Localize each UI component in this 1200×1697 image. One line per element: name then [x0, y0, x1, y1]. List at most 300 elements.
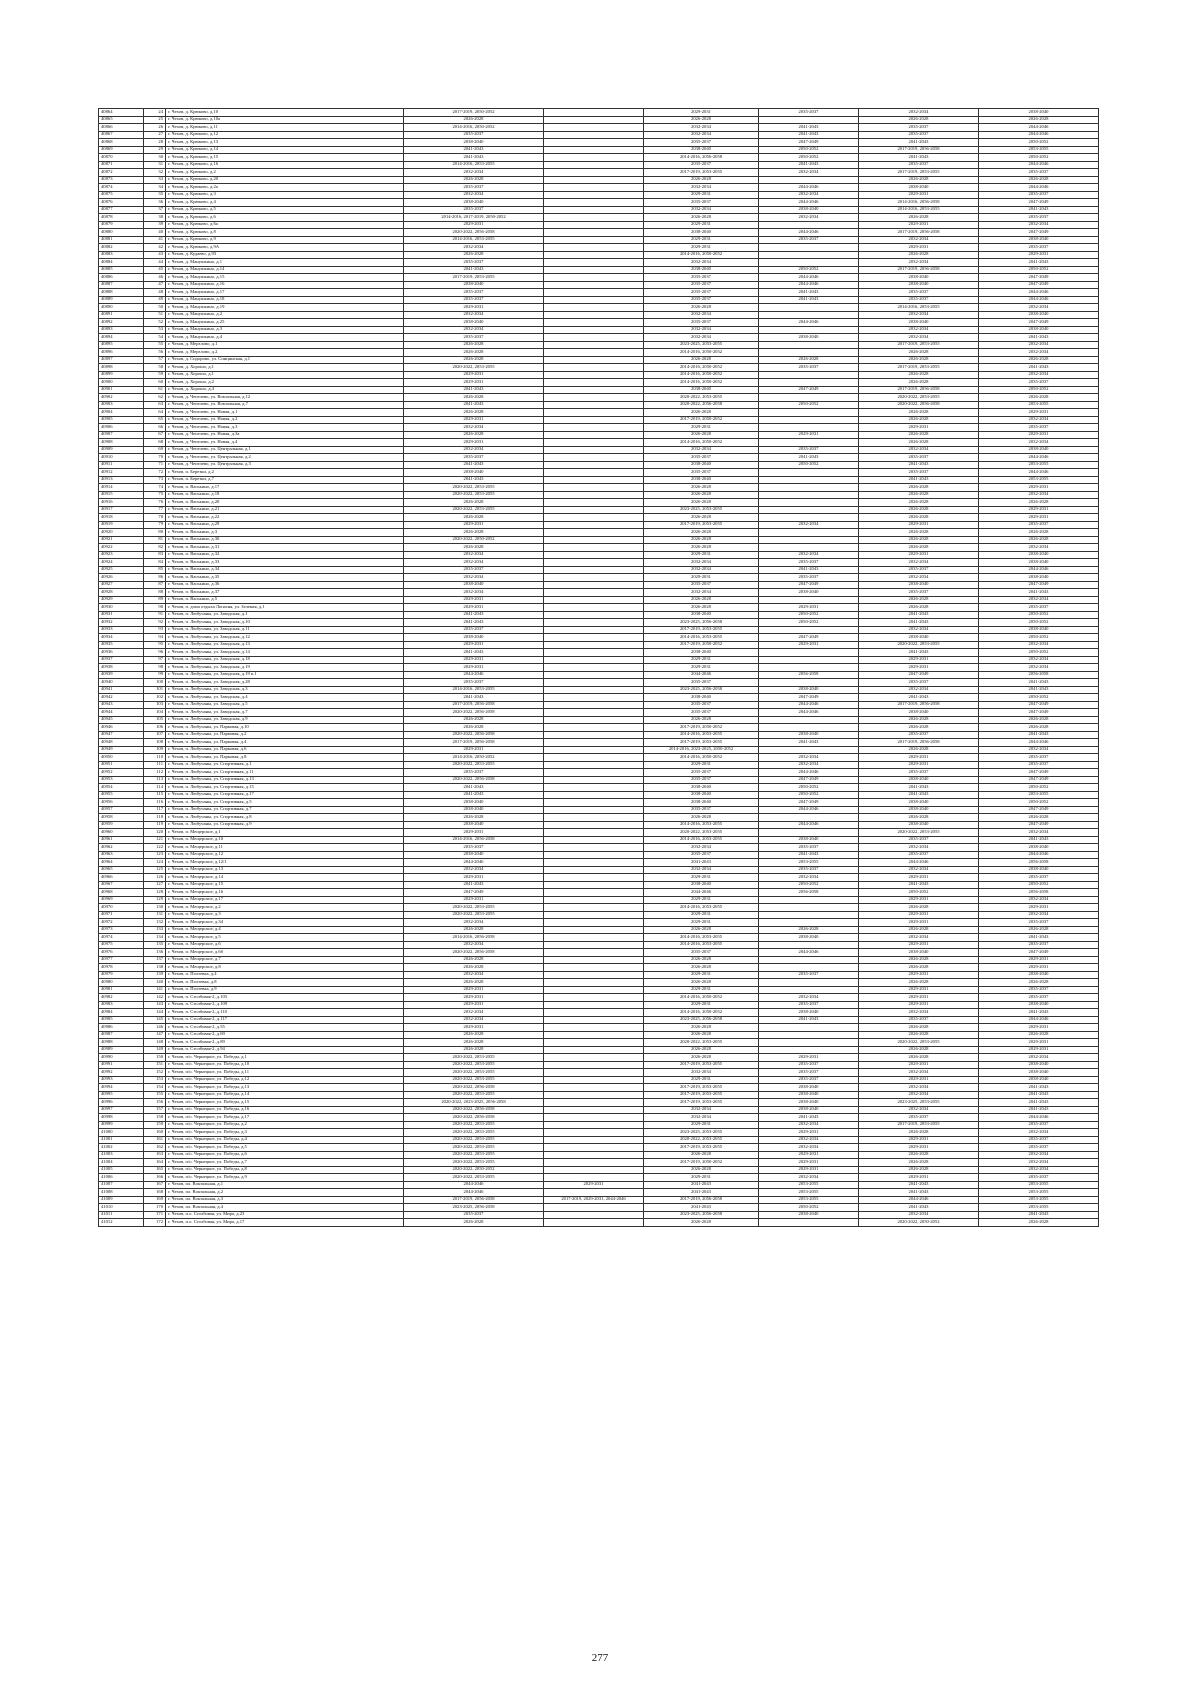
- cell-number: 64: [144, 409, 166, 417]
- cell-period-3: 2029-2031: [644, 986, 759, 994]
- cell-period-6: 2038-2040: [979, 311, 1099, 319]
- cell-id: 40865: [99, 116, 144, 124]
- cell-period-6: 2047-2049: [979, 701, 1099, 709]
- cell-period-5: 2035-2037: [859, 769, 979, 777]
- cell-id: 40888: [99, 289, 144, 297]
- cell-period-6: 2032-2034: [979, 664, 1099, 672]
- cell-period-4: [759, 349, 859, 357]
- cell-period-5: 2032-2034: [859, 559, 979, 567]
- cell-number: 131: [144, 911, 166, 919]
- cell-id: 40874: [99, 184, 144, 192]
- cell-id: 40957: [99, 806, 144, 814]
- cell-period-1: 2017-2019, 2056-2058: [404, 1196, 544, 1204]
- cell-period-4: 2050-2052: [759, 611, 859, 619]
- cell-number: 149: [144, 1046, 166, 1054]
- cell-period-1: 2029-2031: [404, 874, 544, 882]
- cell-period-2: [544, 296, 644, 304]
- cell-address: г. Чехов, д. Чепелево, ул. Новая, д.2: [166, 416, 404, 424]
- cell-number: 112: [144, 769, 166, 777]
- cell-number: 42: [144, 244, 166, 252]
- cell-period-4: [759, 956, 859, 964]
- cell-period-1: 2014-2016, 2056-2058: [404, 934, 544, 942]
- cell-number: 39: [144, 221, 166, 229]
- cell-period-4: [759, 439, 859, 447]
- cell-period-3: 2032-2034: [644, 1106, 759, 1114]
- cell-period-3: 2014-2016, 2050-2052: [644, 439, 759, 447]
- cell-address: г. Чехов, п. Столбовая-2, д.105: [166, 994, 404, 1002]
- cell-period-2: [544, 491, 644, 499]
- cell-period-2: 2017-2019, 2029-2031, 2044-2046: [544, 1196, 644, 1204]
- cell-period-2: [544, 1189, 644, 1197]
- table-row: [99, 409, 1099, 417]
- cell-address: г. Чехов, п. Любучаны, ул. Заводская, д.1: [166, 611, 404, 619]
- cell-address: г. Чехов, д. Крюково, д.14: [166, 146, 404, 154]
- cell-period-1: 2047-2049: [404, 889, 544, 897]
- cell-period-3: 2020-2022, 2056-2058: [644, 401, 759, 409]
- cell-period-2: [544, 1121, 644, 1129]
- cell-period-3: 2017-2019, 2053-2055: [644, 169, 759, 177]
- cell-id: 40966: [99, 874, 144, 882]
- table-row: [99, 499, 1099, 507]
- cell-period-2: [544, 559, 644, 567]
- cell-address: г. Чехов, п. Мещерское, д.12: [166, 851, 404, 859]
- cell-address: г. Чехов, п. Мещерское, д.6: [166, 941, 404, 949]
- table-row: [99, 949, 1099, 957]
- cell-address: г. Чехов, п.о. Столбовая, ул. Мира, д.23: [166, 1211, 404, 1219]
- cell-address: г. Чехов, п. Васькино, д.21: [166, 506, 404, 514]
- cell-period-3: 2026-2028: [644, 116, 759, 124]
- cell-period-4: [759, 484, 859, 492]
- cell-period-1: 2032-2034: [404, 559, 544, 567]
- cell-period-3: 2035-2037: [644, 709, 759, 717]
- cell-period-3: 2023-2025, 2053-2055: [644, 1129, 759, 1137]
- cell-number: 61: [144, 386, 166, 394]
- cell-period-2: [544, 461, 644, 469]
- cell-period-4: [759, 656, 859, 664]
- cell-address: г. Чехов, п. Васькино, д.36: [166, 581, 404, 589]
- table-row: [99, 259, 1099, 267]
- cell-period-5: 2029-2031: [859, 1144, 979, 1152]
- cell-address: г. Чехов, пл. Вокзальная, д.2: [166, 1189, 404, 1197]
- cell-period-4: 2053-2055: [759, 859, 859, 867]
- cell-id: 40915: [99, 491, 144, 499]
- cell-period-6: 2056-2058: [979, 889, 1099, 897]
- cell-address: г. Чехов, д. Хорошо, д.1: [166, 371, 404, 379]
- cell-address: г. Чехов, п/о. Чернецкое, ул. Победы, д.1: [166, 1054, 404, 1062]
- cell-period-2: [544, 304, 644, 312]
- cell-period-4: 2047-2049: [759, 694, 859, 702]
- cell-period-5: 2026-2028: [859, 116, 979, 124]
- cell-period-6: 2047-2049: [979, 581, 1099, 589]
- cell-period-1: 2041-2043: [404, 611, 544, 619]
- cell-period-5: 2029-2031: [859, 551, 979, 559]
- cell-period-2: [544, 1009, 644, 1017]
- cell-id: 40971: [99, 911, 144, 919]
- cell-id: 40892: [99, 319, 144, 327]
- cell-address: г. Чехов, д. Крюково, д.16: [166, 161, 404, 169]
- cell-period-2: [544, 1054, 644, 1062]
- cell-period-1: 2029-2031: [404, 994, 544, 1002]
- cell-id: 40918: [99, 514, 144, 522]
- cell-address: г. Чехов, п. Васькино, д.37: [166, 589, 404, 597]
- cell-id: 40873: [99, 176, 144, 184]
- cell-address: г. Чехов, д. Крюково, д.4: [166, 199, 404, 207]
- cell-period-5: 2026-2028: [859, 356, 979, 364]
- cell-address: г. Чехов, п. Васькино, д.35: [166, 574, 404, 582]
- cell-id: 41008: [99, 1189, 144, 1197]
- cell-address: г. Чехов, п. Васькино, д.18: [166, 491, 404, 499]
- cell-period-2: [544, 326, 644, 334]
- cell-period-3: 2035-2037: [644, 289, 759, 297]
- cell-period-4: 2035-2037: [759, 1061, 859, 1069]
- cell-period-6: 2026-2028: [979, 979, 1099, 987]
- cell-id: 40880: [99, 229, 144, 237]
- cell-period-2: [544, 971, 644, 979]
- cell-number: 113: [144, 776, 166, 784]
- cell-address: г. Чехов, п. Столбовая-2, д.117: [166, 1016, 404, 1024]
- cell-period-4: 2041-2043: [759, 739, 859, 747]
- cell-address: г. Чехов, п/о. Чернецкое, ул. Победы, д.16: [166, 1106, 404, 1114]
- cell-period-1: 2041-2043: [404, 784, 544, 792]
- cell-number: 81: [144, 536, 166, 544]
- cell-period-6: 2029-2031: [979, 431, 1099, 439]
- table-row: [99, 461, 1099, 469]
- cell-period-2: [544, 911, 644, 919]
- cell-period-3: 2026-2028: [644, 529, 759, 537]
- cell-period-4: 2032-2034: [759, 754, 859, 762]
- table-row: [99, 304, 1099, 312]
- cell-period-4: 2041-2043: [759, 1016, 859, 1024]
- cell-address: г. Чехов, д. Чепелево, ул. Вокзальная, д.12: [166, 394, 404, 402]
- cell-id: 40884: [99, 259, 144, 267]
- cell-period-2: [544, 349, 644, 357]
- cell-id: 40900: [99, 379, 144, 387]
- cell-period-1: 2014-2016, 2056-2058: [404, 836, 544, 844]
- cell-number: 50: [144, 304, 166, 312]
- cell-address: г. Чехов, д. Манушкино, д.19: [166, 304, 404, 312]
- cell-period-2: [544, 379, 644, 387]
- cell-period-2: [544, 1129, 644, 1137]
- table-row: [99, 664, 1099, 672]
- cell-period-6: 2041-2043: [979, 259, 1099, 267]
- table-row: [99, 814, 1099, 822]
- cell-period-1: 2017-2019, 2050-2052: [404, 109, 544, 117]
- cell-period-6: 2032-2034: [979, 491, 1099, 499]
- cell-id: 40919: [99, 521, 144, 529]
- cell-period-1: 2032-2034: [404, 326, 544, 334]
- cell-period-6: 2035-2037: [979, 244, 1099, 252]
- cell-id: 40992: [99, 1069, 144, 1077]
- cell-id: 40997: [99, 1106, 144, 1114]
- cell-period-4: [759, 724, 859, 732]
- cell-number: 40: [144, 229, 166, 237]
- cell-id: 40947: [99, 731, 144, 739]
- cell-period-6: 2035-2037: [979, 1144, 1099, 1152]
- cell-period-6: 2053-2055: [979, 146, 1099, 154]
- cell-period-4: 2050-2052: [759, 619, 859, 627]
- cell-period-5: 2029-2031: [859, 244, 979, 252]
- table-row: [99, 844, 1099, 852]
- cell-id: 41000: [99, 1129, 144, 1137]
- cell-id: 40889: [99, 296, 144, 304]
- table-row: [99, 551, 1099, 559]
- cell-period-1: 2032-2034: [404, 1009, 544, 1017]
- cell-address: г. Чехов, д. Крюково, д.20: [166, 176, 404, 184]
- cell-period-5: 2026-2028: [859, 716, 979, 724]
- cell-period-5: 2035-2037: [859, 469, 979, 477]
- cell-period-3: 2035-2037: [644, 454, 759, 462]
- cell-id: 40951: [99, 761, 144, 769]
- cell-id: 40928: [99, 589, 144, 597]
- cell-period-5: 2032-2034: [859, 1211, 979, 1219]
- cell-address: г. Чехов, п. Любучаны, ул. Заводская, д.28: [166, 679, 404, 687]
- cell-period-5: 2029-2031: [859, 1136, 979, 1144]
- cell-period-4: 2035-2037: [759, 364, 859, 372]
- cell-period-1: 2017-2019, 2056-2058: [404, 701, 544, 709]
- table-row: [99, 1189, 1099, 1197]
- cell-period-2: [544, 206, 644, 214]
- cell-period-2: [544, 964, 644, 972]
- cell-period-2: [544, 169, 644, 177]
- cell-number: 95: [144, 641, 166, 649]
- cell-period-5: 2026-2028: [859, 1166, 979, 1174]
- cell-period-4: [759, 1219, 859, 1227]
- cell-period-6: 2041-2043: [979, 1106, 1099, 1114]
- cell-period-3: 2017-2019, 2053-2055: [644, 626, 759, 634]
- cell-period-5: 2026-2028: [859, 1054, 979, 1062]
- cell-address: г. Чехов, п. Столбовая-2, д.69: [166, 1031, 404, 1039]
- cell-period-4: 2038-2040: [759, 1009, 859, 1017]
- cell-id: 40898: [99, 364, 144, 372]
- cell-period-2: [544, 574, 644, 582]
- cell-address: г. Чехов, д. Крюково, д.9: [166, 236, 404, 244]
- cell-period-4: [759, 304, 859, 312]
- cell-period-1: 2020-2022, 2056-2058: [404, 949, 544, 957]
- cell-period-1: 2014-2016, 2053-2055: [404, 236, 544, 244]
- cell-address: г. Чехов, п. Васькино, д.31: [166, 544, 404, 552]
- cell-number: 70: [144, 454, 166, 462]
- cell-period-5: 2032-2034: [859, 626, 979, 634]
- cell-period-6: 2026-2028: [979, 499, 1099, 507]
- cell-period-2: [544, 1219, 644, 1227]
- cell-address: г. Чехов, п. Мещерское, д.16: [166, 889, 404, 897]
- cell-period-6: 2041-2043: [979, 1084, 1099, 1092]
- cell-period-1: 2032-2034: [404, 446, 544, 454]
- cell-period-4: [759, 514, 859, 522]
- cell-period-4: [759, 679, 859, 687]
- cell-address: г. Чехов, д. Чепелево, ул. Центральная, д.2: [166, 454, 404, 462]
- cell-period-6: 2044-2046: [979, 289, 1099, 297]
- cell-period-6: 2056-2058: [979, 859, 1099, 867]
- cell-address: г. Чехов, д. Манушкино, д.1: [166, 259, 404, 267]
- cell-period-5: 2014-2016, 2053-2055: [859, 304, 979, 312]
- table-row: [99, 236, 1099, 244]
- cell-period-5: 2020-2022, 2053-2055: [859, 1039, 979, 1047]
- cell-period-4: 2029-2031: [759, 1054, 859, 1062]
- cell-period-5: 2017-2019, 2053-2055: [859, 341, 979, 349]
- cell-period-1: 2020-2022, 2056-2058: [404, 1114, 544, 1122]
- cell-id: 40912: [99, 469, 144, 477]
- cell-id: 40896: [99, 349, 144, 357]
- cell-period-4: 2029-2031: [759, 1151, 859, 1159]
- cell-period-5: 2029-2031: [859, 941, 979, 949]
- cell-id: 40937: [99, 656, 144, 664]
- cell-id: 40877: [99, 206, 144, 214]
- cell-period-6: 2029-2031: [979, 409, 1099, 417]
- cell-period-4: [759, 506, 859, 514]
- table-row: [99, 559, 1099, 567]
- table-row: [99, 1151, 1099, 1159]
- cell-period-2: [544, 409, 644, 417]
- cell-number: 139: [144, 971, 166, 979]
- cell-period-5: 2026-2028: [859, 904, 979, 912]
- cell-period-1: 2020-2022, 2050-2052: [404, 1166, 544, 1174]
- cell-period-5: 2026-2028: [859, 926, 979, 934]
- cell-period-2: [544, 469, 644, 477]
- table-row: [99, 1054, 1099, 1062]
- cell-period-5: 2035-2037: [859, 1016, 979, 1024]
- cell-id: 40935: [99, 641, 144, 649]
- cell-period-4: 2041-2043: [759, 124, 859, 132]
- cell-address: г. Чехов, п. Мещерское, д.10: [166, 836, 404, 844]
- cell-period-2: [544, 124, 644, 132]
- cell-id: 40866: [99, 124, 144, 132]
- cell-period-4: 2029-2031: [759, 1159, 859, 1167]
- cell-period-2: [544, 986, 644, 994]
- table-row: [99, 941, 1099, 949]
- cell-number: 165: [144, 1166, 166, 1174]
- cell-address: г. Чехов, д. Крюково, д.12: [166, 131, 404, 139]
- cell-address: г. Чехов, п. Любучаны, ул. Спортивная, д.9: [166, 821, 404, 829]
- cell-period-3: 2035-2037: [644, 776, 759, 784]
- cell-period-4: 2038-2040: [759, 686, 859, 694]
- cell-period-4: [759, 394, 859, 402]
- cell-address: г. Чехов, п. Столбовая-2, д.89: [166, 1039, 404, 1047]
- cell-address: г. Чехов, д. Чепелево, ул. Центральная, д.1: [166, 446, 404, 454]
- cell-period-2: [544, 619, 644, 627]
- cell-period-2: [544, 431, 644, 439]
- cell-period-6: 2035-2037: [979, 986, 1099, 994]
- table-row: [99, 431, 1099, 439]
- cell-number: 103: [144, 701, 166, 709]
- cell-period-4: 2035-2037: [759, 236, 859, 244]
- cell-period-6: 2038-2040: [979, 236, 1099, 244]
- cell-period-6: 2050-2052: [979, 386, 1099, 394]
- cell-address: г. Чехов, п. Васькино, д.5: [166, 596, 404, 604]
- cell-period-3: 2014-2016, 2050-2052: [644, 379, 759, 387]
- cell-period-6: 2032-2034: [979, 1166, 1099, 1174]
- cell-period-6: 2047-2049: [979, 199, 1099, 207]
- cell-period-4: 2032-2034: [759, 551, 859, 559]
- cell-period-5: 2026-2028: [859, 1129, 979, 1137]
- cell-period-6: 2026-2028: [979, 716, 1099, 724]
- cell-id: 40956: [99, 799, 144, 807]
- cell-address: г. Чехов, п/о. Чернецкое, ул. Победы, д.12: [166, 1076, 404, 1084]
- cell-period-6: 2038-2040: [979, 971, 1099, 979]
- cell-period-6: 2026-2028: [979, 176, 1099, 184]
- cell-period-3: 2029-2031: [644, 919, 759, 927]
- cell-id: 40934: [99, 634, 144, 642]
- cell-period-4: 2038-2040: [759, 1106, 859, 1114]
- cell-period-1: 2020-2022, 2053-2055: [404, 1061, 544, 1069]
- cell-id: 40973: [99, 926, 144, 934]
- cell-period-6: 2041-2043: [979, 1211, 1099, 1219]
- cell-id: 40975: [99, 941, 144, 949]
- cell-id: 40995: [99, 1091, 144, 1099]
- cell-period-1: 2041-2043: [404, 791, 544, 799]
- cell-period-3: 2017-2019, 2050-2052: [644, 724, 759, 732]
- cell-period-1: 2026-2028: [404, 514, 544, 522]
- cell-address: г. Чехов, п. Любучаны, ул. Парковая, д.6: [166, 746, 404, 754]
- cell-period-5: 2032-2034: [859, 334, 979, 342]
- cell-period-6: 2032-2034: [979, 341, 1099, 349]
- cell-period-5: 2026-2028: [859, 1151, 979, 1159]
- cell-address: г. Чехов, д. Хорошо, д.2: [166, 379, 404, 387]
- cell-period-6: 2035-2037: [979, 1121, 1099, 1129]
- cell-number: 92: [144, 619, 166, 627]
- table-row: [99, 221, 1099, 229]
- cell-period-1: 2014-2016, 2050-2052: [404, 754, 544, 762]
- cell-number: 119: [144, 821, 166, 829]
- cell-period-2: [544, 671, 644, 679]
- cell-number: 120: [144, 829, 166, 837]
- cell-period-6: 2026-2028: [979, 1031, 1099, 1039]
- cell-number: 78: [144, 514, 166, 522]
- cell-period-3: 2032-2034: [644, 589, 759, 597]
- cell-period-2: [544, 784, 644, 792]
- cell-period-4: 2032-2034: [759, 191, 859, 199]
- cell-period-4: 2053-2055: [759, 1196, 859, 1204]
- table-row: [99, 829, 1099, 837]
- table-row: [99, 446, 1099, 454]
- cell-period-4: [759, 326, 859, 334]
- cell-period-2: [544, 881, 644, 889]
- cell-number: 51: [144, 311, 166, 319]
- cell-id: 40885: [99, 266, 144, 274]
- cell-id: 40902: [99, 394, 144, 402]
- cell-period-2: [544, 521, 644, 529]
- cell-period-2: [544, 806, 644, 814]
- cell-number: 125: [144, 866, 166, 874]
- cell-period-3: 2026-2028: [644, 1219, 759, 1227]
- cell-period-1: 2041-2043: [404, 386, 544, 394]
- cell-period-3: 2035-2037: [644, 281, 759, 289]
- cell-period-5: 2038-2040: [859, 776, 979, 784]
- cell-id: 41009: [99, 1196, 144, 1204]
- table-row: [99, 836, 1099, 844]
- cell-period-4: 2035-2037: [759, 109, 859, 117]
- cell-id: 40908: [99, 439, 144, 447]
- cell-period-5: 2017-2019, 2056-2058: [859, 701, 979, 709]
- cell-number: 129: [144, 896, 166, 904]
- cell-period-2: [544, 1106, 644, 1114]
- cell-address: г. Чехов, п. Полтевка, д.9: [166, 986, 404, 994]
- cell-id: 41002: [99, 1144, 144, 1152]
- cell-period-4: [759, 829, 859, 837]
- cell-period-3: 2023-2025, 2056-2058: [644, 1016, 759, 1024]
- cell-number: 41: [144, 236, 166, 244]
- cell-period-4: 2044-2046: [759, 229, 859, 237]
- cell-period-1: 2026-2028: [404, 1031, 544, 1039]
- cell-period-4: 2032-2034: [759, 874, 859, 882]
- cell-period-4: [759, 371, 859, 379]
- cell-period-4: 2035-2037: [759, 446, 859, 454]
- cell-period-1: 2032-2034: [404, 574, 544, 582]
- cell-id: 40987: [99, 1031, 144, 1039]
- cell-period-6: 2038-2040: [979, 109, 1099, 117]
- cell-period-1: 2029-2031: [404, 604, 544, 612]
- cell-period-6: 2029-2031: [979, 964, 1099, 972]
